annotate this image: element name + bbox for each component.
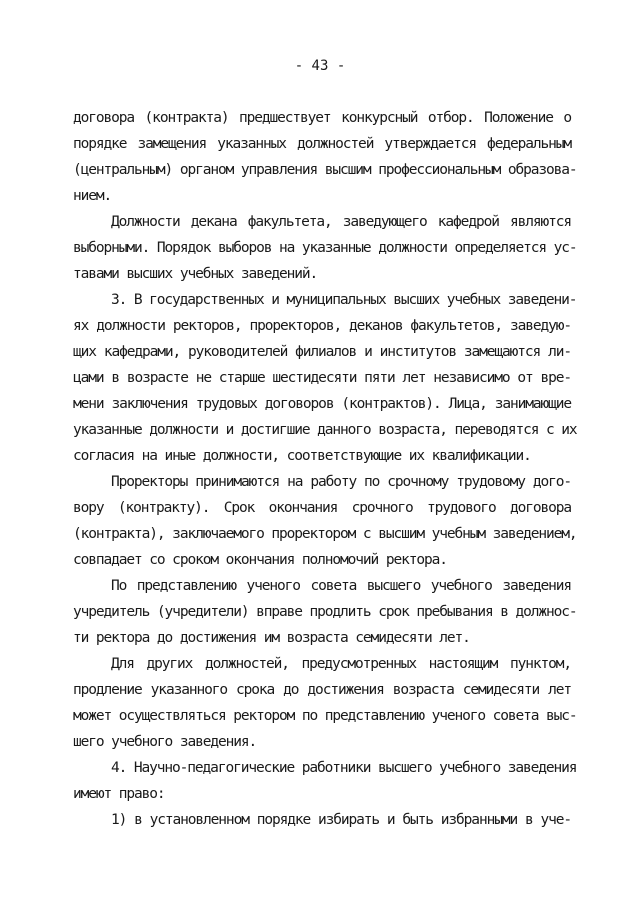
text-line: цами в возрасте не старше шестидесяти пяти лет независимо от вре- (73, 370, 571, 386)
text-line: может осуществляться ректором по представлению ученого совета выс- (73, 708, 577, 724)
text-line: Для других должностей, предусмотренных настоящим пунктом, (111, 656, 571, 672)
text-line: (центральным) органом управления высшим профессиональным образова- (73, 162, 577, 178)
text-line: (контракта), заключаемого проректором с высшим учебным заведением, (73, 526, 577, 542)
text-line: щих кафедрами, руководителей филиалов и институтов замещаются ли- (73, 344, 571, 360)
text-line: 1) в установленном порядке избирать и быть избранными в уче- (111, 812, 571, 828)
text-line: вору (контракту). Срок окончания срочного трудового договора (73, 500, 571, 516)
text-line: договора (контракта) предшествует конкурсный отбор. Положение о (73, 110, 571, 126)
text-line: указанные должности и достигшие данного возраста, переводятся с их (73, 422, 577, 438)
text-line: По представлению ученого совета высшего учебного заведения (111, 578, 571, 594)
text-line: нием. (73, 188, 112, 204)
page-number: - 43 - (294, 58, 346, 74)
text-line: мени заключения трудовых договоров (контрактов). Лица, занимающие (73, 396, 571, 412)
text-line: тавами высших учебных заведений. (73, 266, 318, 282)
text-line: ти ректора до достижения им возраста семидесяти лет. (73, 630, 470, 646)
text-line: выборными. Порядок выборов на указанные должности определяется ус- (73, 240, 577, 256)
text-line: совпадает со сроком окончания полномочий ректора. (73, 552, 447, 568)
text-line: порядке замещения указанных должностей утверждается федеральным (73, 136, 571, 152)
text-line: ях должности ректоров, проректоров, деканов факультетов, заведую- (73, 318, 571, 334)
text-line: Проректоры принимаются на работу по срочному трудовому дого- (111, 474, 571, 490)
text-line: Должности декана факультета, заведующего кафедрой являются (111, 214, 571, 230)
text-line: 4. Научно-педагогические работники высшего учебного заведения (111, 760, 577, 776)
text-line: шего учебного заведения. (73, 734, 257, 750)
text-line: имеют право: (73, 786, 165, 802)
text-line: 3. В государственных и муниципальных высших учебных заведени- (111, 292, 577, 308)
text-line: продление указанного срока до достижения возраста семидесяти лет (73, 682, 571, 698)
text-line: учредитель (учредители) вправе продлить срок пребывания в должнос- (73, 604, 577, 620)
text-line: согласия на иные должности, соответствующие их квалификации. (73, 448, 531, 464)
